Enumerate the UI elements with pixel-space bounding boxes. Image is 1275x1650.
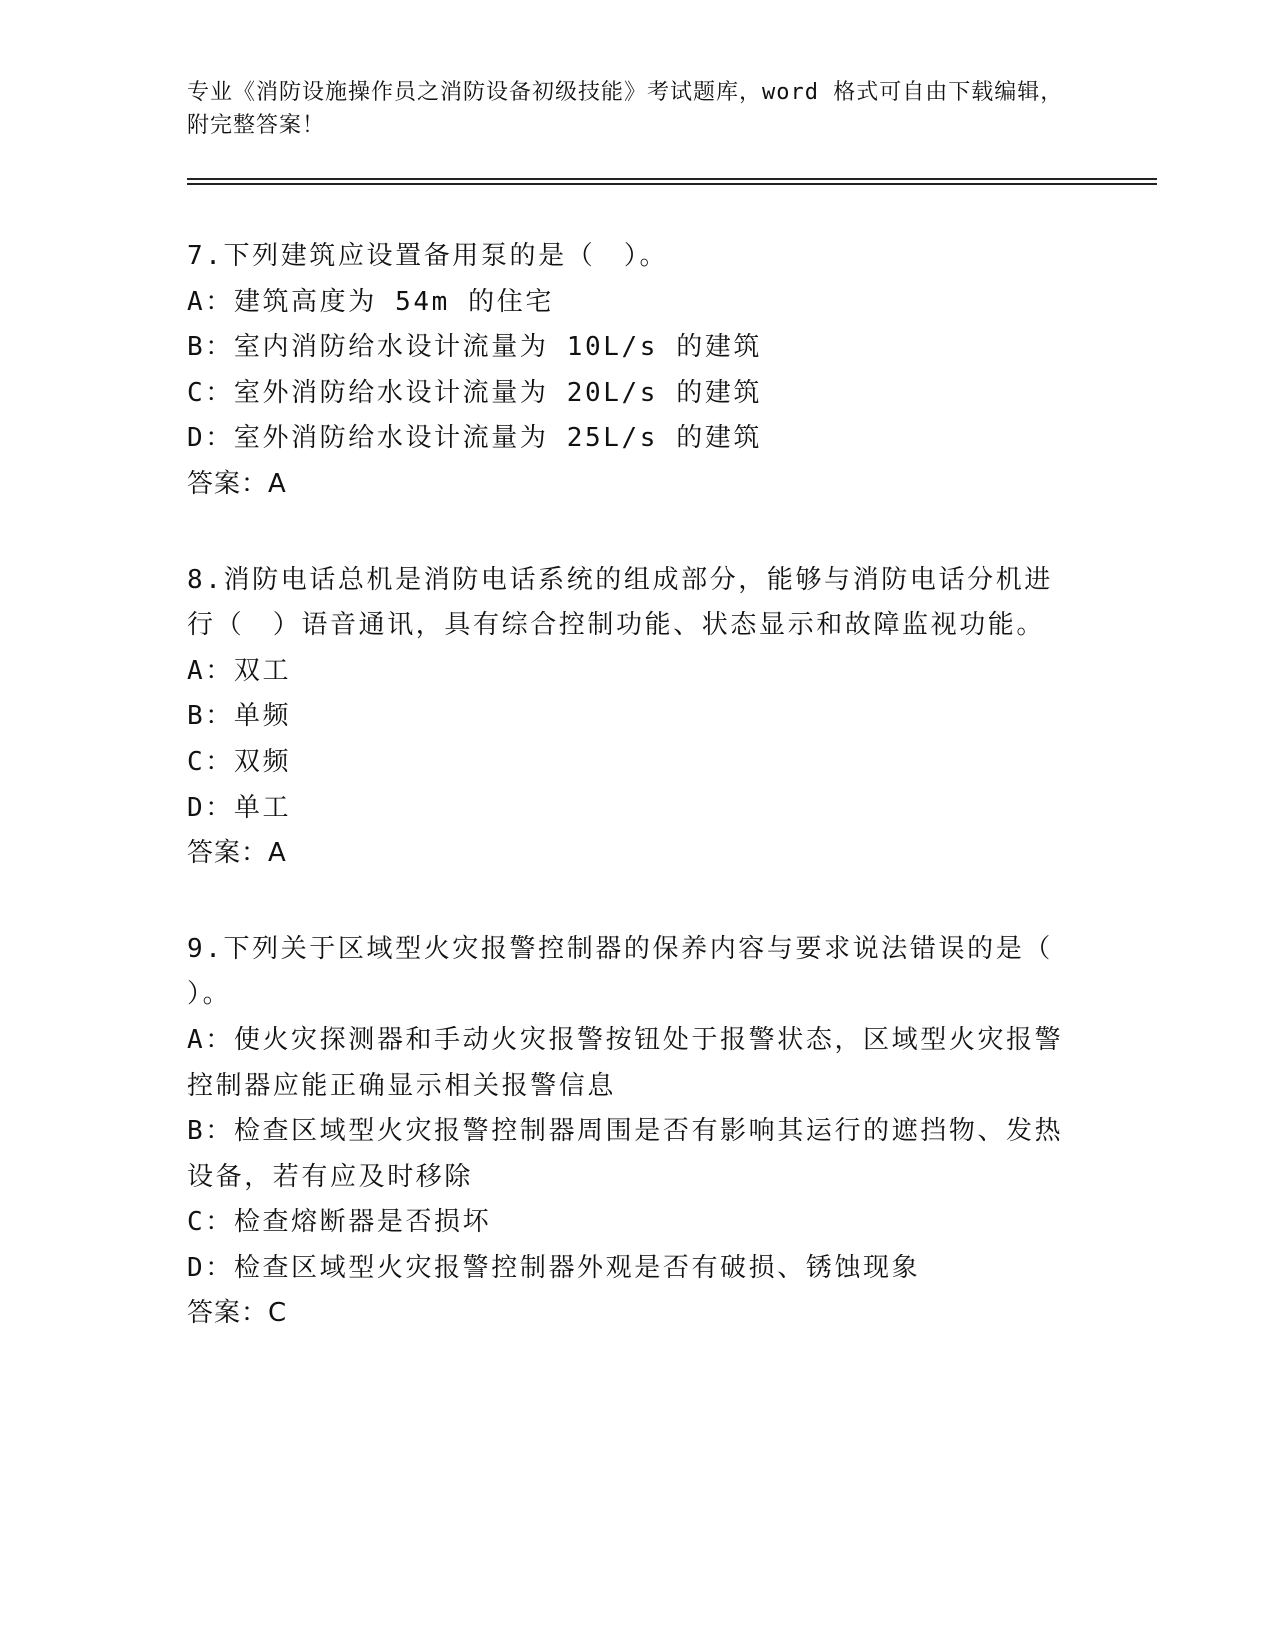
option-b: B：单频 (187, 701, 292, 732)
option-c: C：检查熔断器是否损坏 (187, 1207, 492, 1238)
question-stem-line: 7.下列建筑应设置备用泵的是（ ）。 (187, 241, 669, 271)
option-a: A：建筑高度为 54m 的住宅 (187, 286, 554, 317)
question-stem-line: ）。 (187, 979, 232, 1010)
option-b: B：室内消防给水设计流量为 10L/s 的建筑 (187, 332, 763, 363)
document-header: 专业《消防设施操作员之消防设备初级技能》考试题库，word 格式可自由下载编辑，附完整答案！ (187, 80, 1064, 138)
answer-line: 答案：A (187, 468, 287, 499)
option-c: C：双频 (187, 746, 292, 777)
option-b: B：检查区域型火灾报警控制器周围是否有影响其运行的遮挡物、发热 (187, 1116, 1064, 1147)
option-d: D：单工 (187, 792, 292, 823)
question-7 (187, 234, 1087, 508)
question-stem-line: 行（ ）语音通讯，具有综合控制功能、状态显示和故障监视功能。 (187, 610, 1046, 641)
answer-line: 答案：C (187, 1298, 288, 1329)
answer-line: 答案：A (187, 838, 287, 869)
option-d: D：室外消防给水设计流量为 25L/s 的建筑 (187, 423, 763, 454)
option-a: A：使火灾探测器和手动火灾报警按钮处于报警状态，区域型火灾报警 (187, 1024, 1064, 1055)
question-stem-line: 9.下列关于区域型火灾报警控制器的保养内容与要求说法错误的是（ (187, 933, 1053, 964)
question-stem-line: 8.消防电话总机是消防电话系统的组成部分，能够与消防电话分机进 (187, 564, 1053, 595)
option-d: D：检查区域型火灾报警控制器外观是否有破损、锈蚀现象 (187, 1252, 921, 1283)
option-a: A：双工 (187, 655, 292, 686)
question-9 (187, 927, 1087, 1337)
header-divider-bottom (187, 183, 1157, 185)
question-8 (187, 558, 1087, 877)
option-c: C：室外消防给水设计流量为 20L/s 的建筑 (187, 377, 763, 408)
option-b-continued: 设备，若有应及时移除 (187, 1161, 474, 1192)
question-list (187, 234, 1087, 1387)
option-a-continued: 控制器应能正确显示相关报警信息 (187, 1070, 617, 1101)
header-divider-top (187, 178, 1157, 180)
